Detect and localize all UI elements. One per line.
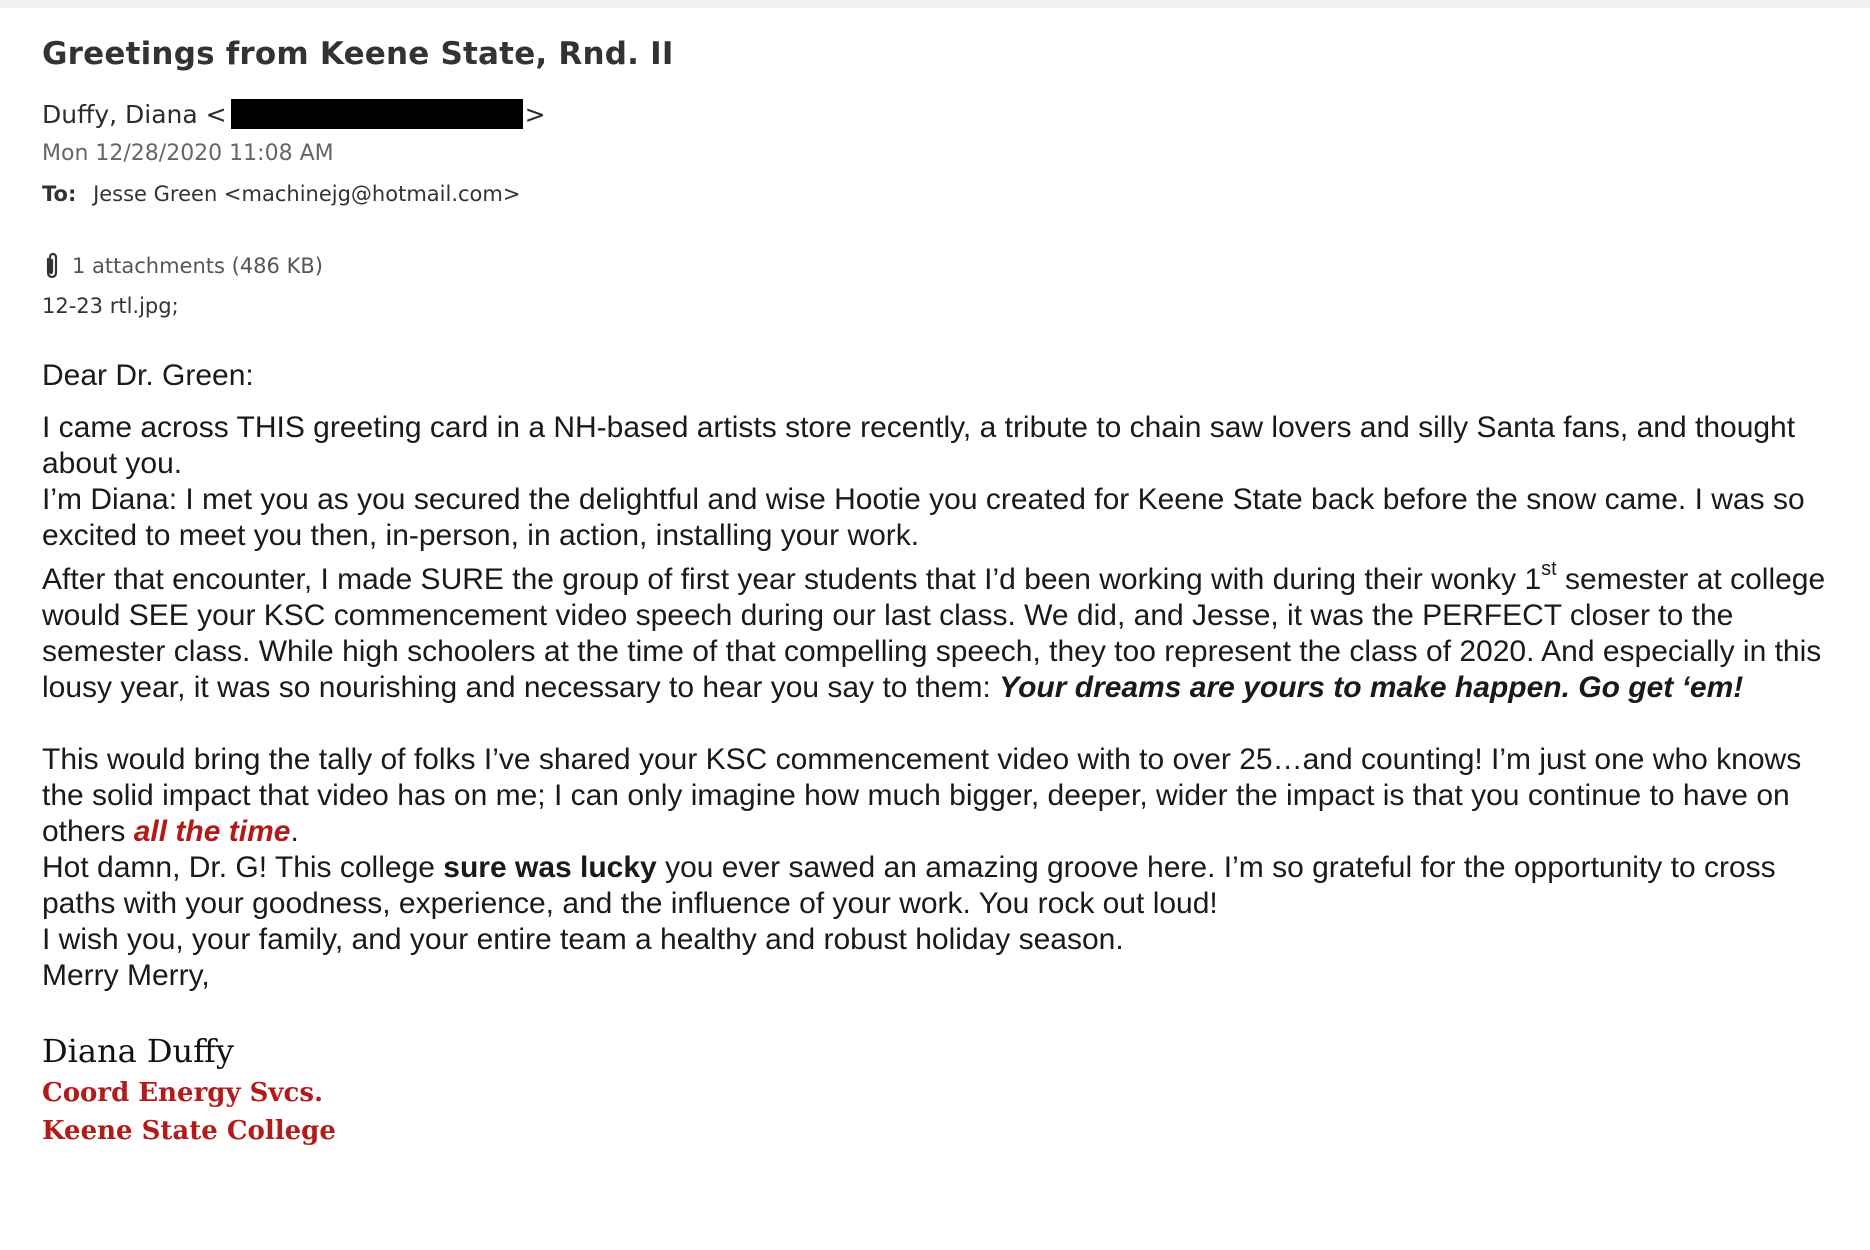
attachments-summary[interactable] [42,248,1832,284]
closing: Merry Merry, [42,959,210,992]
paragraph-4-text: This would bring the tally of folks I’ve shared your KSC commencement video with to over 25…and counting! I’m just one who knows the solid impact that video has on me; I can only imagine how much bigger, deeper, wider the impact is that you continue to have on others [42,743,1802,848]
body-paragraph-1: I came across THIS greeting card in a NH-based artists store recently, a tribute to chain saw lovers and silly Santa fans, and thought about you. [42,411,1796,480]
body-paragraph-4 [42,742,1832,850]
bold-emphasis: sure was lucky [443,851,657,884]
salutation: Dear Dr. Green: [42,359,254,392]
redacted-email-address [231,99,523,129]
recipient-address[interactable]: Jesse Green <machinejg@hotmail.com> [93,182,521,206]
paragraph-4-period: . [290,815,299,848]
signature-organization: Keene State College [42,1116,336,1146]
sender-bracket-close: > [524,99,546,129]
attachment-file-name[interactable]: 12-23 rtl.jpg; [42,294,179,318]
paragraph-5-text-b: you ever sawed an amazing groove here. I’m so grateful for the opportunity to cross paths with your goodness, experience, and the influence of your work. You rock out loud! [42,851,1776,920]
top-border [0,0,1870,8]
to-label: To: [42,182,77,206]
recipient-line [42,176,1832,212]
paperclip-icon [42,252,62,280]
signature-title: Coord Energy Svcs. [42,1078,324,1108]
red-emphasis: all the time [133,815,291,848]
body-paragraph-3 [42,558,1832,706]
sent-date: Mon 12/28/2020 11:08 AM [42,141,334,166]
attachments-count: 1 attachments (486 KB) [72,254,323,278]
ordinal-superscript: st [1541,558,1557,580]
paragraph-5-text-a: Hot damn, Dr. G! This college [42,851,444,884]
paragraph-3-text-b: semester at college would SEE your KSC commencement video speech during our last class. We did, and Jesse, it was the PERFECT closer to the semester class. While high schoolers at the time of that compelling speech, they too represent the class of 2020. And especially in this lousy year, it was so nourishing and necessary to hear you say to them: [42,563,1826,704]
email-reading-pane [42,36,1832,1146]
email-body [42,358,1832,994]
quote-emphasis: Your dreams are yours to make happen. Go get ‘em! [999,671,1744,704]
paragraph-3-text-a: After that encounter, I made SURE the group of first year students that I’d been working with during their wonky 1 [42,563,1542,596]
body-paragraph-2: I’m Diana: I met you as you secured the delightful and wise Hootie you created for Keene State back before the snow came. I was so excited to meet you then, in-person, in action, installing your work. [42,483,1805,552]
email-subject: Greetings from Keene State, Rnd. II [42,36,674,72]
sender-name[interactable]: Duffy, Diana < [42,99,227,129]
body-paragraph-5 [42,850,1832,922]
sender-line [42,96,1832,132]
signature-name: Diana Duffy [42,1032,234,1070]
body-paragraph-6: I wish you, your family, and your entire team a healthy and robust holiday season. [42,923,1124,956]
